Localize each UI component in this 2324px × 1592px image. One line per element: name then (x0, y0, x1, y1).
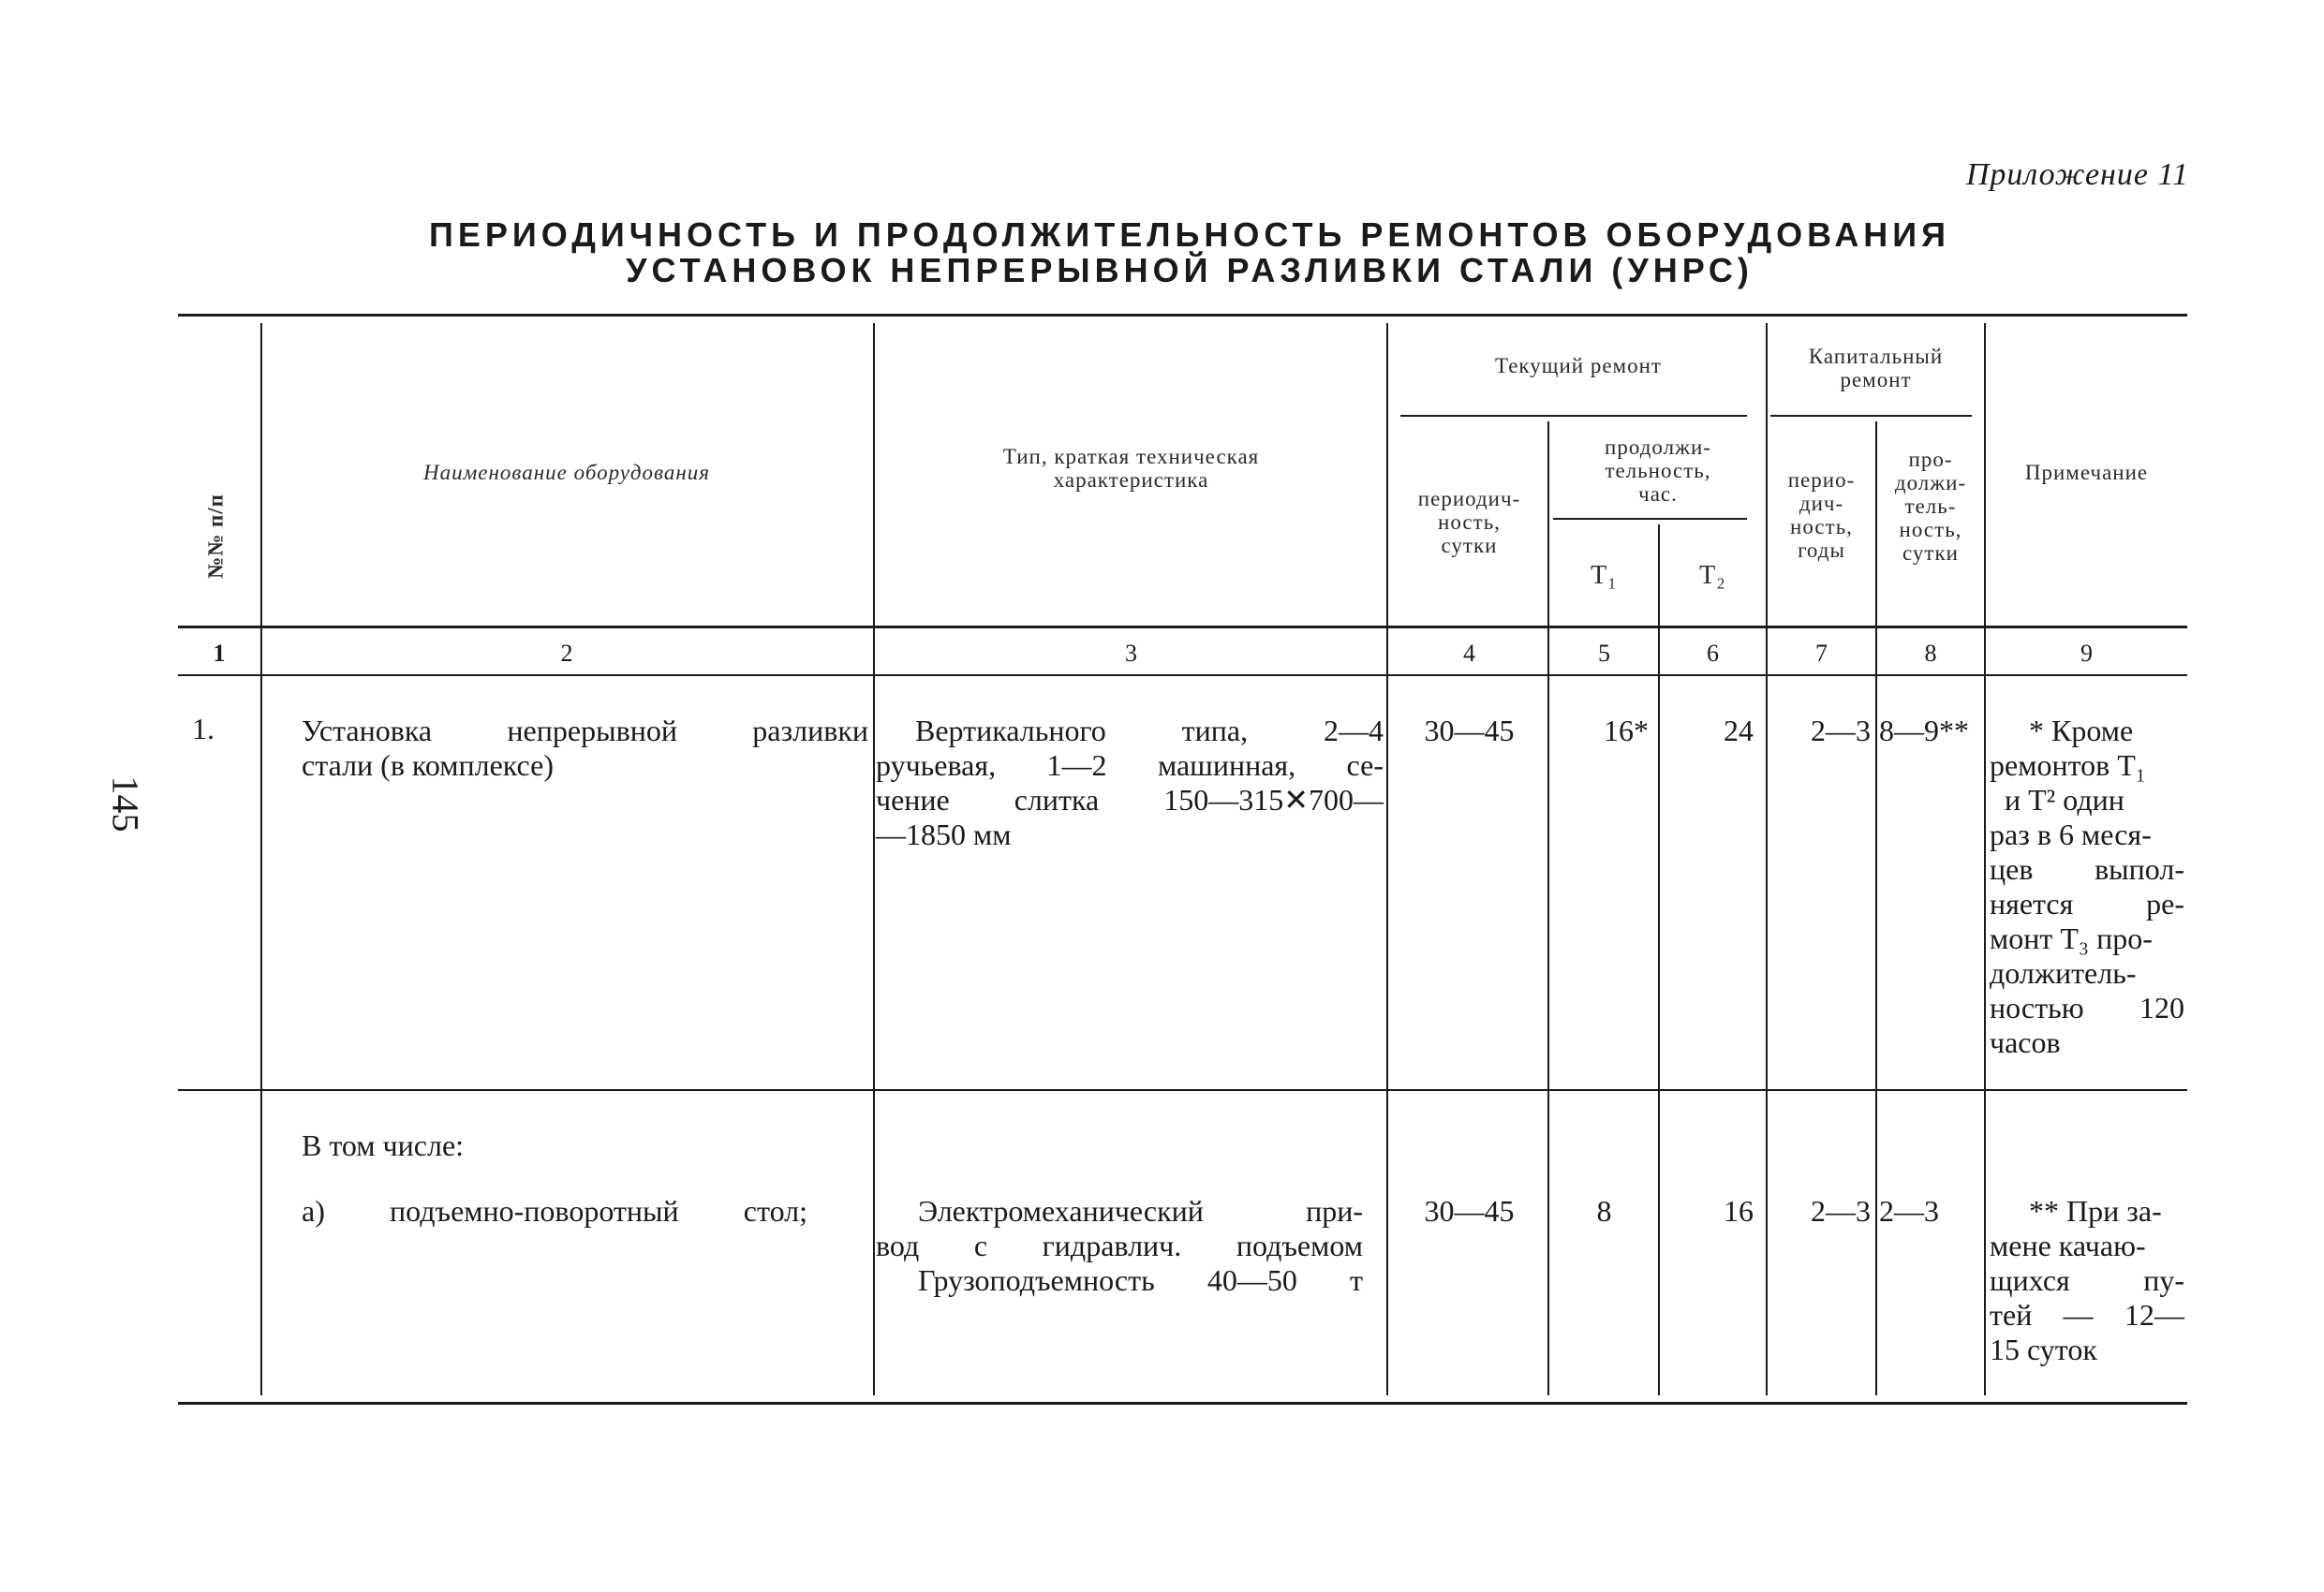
header-note: Примечание (2024, 461, 2149, 484)
page-number: 145 (104, 775, 147, 833)
row-number: 1. (192, 712, 215, 745)
header-duration: продолжи- тельность, час. (1605, 435, 1711, 506)
column-number: 9 (2080, 640, 2093, 667)
note-text: ** При за- мене качаю- щихся пу- тей — 12— 15 суток (1990, 1194, 2184, 1366)
document-title-line-1: ПЕРИОДИЧНОСТЬ И ПРОДОЛЖИТЕЛЬНОСТЬ РЕМОНТОВ ОБОРУДОВАНИЯ (428, 215, 1951, 254)
header-type: Тип, краткая техническая характеристика (1002, 445, 1260, 492)
column-number: 5 (1598, 640, 1610, 667)
cap-periodicity-value: 2—3 (1811, 1194, 1871, 1228)
column-number: 4 (1463, 640, 1475, 667)
cap-duration-value: 8—9** (1879, 714, 1969, 747)
header-capital-repair: Капитальный ремонт (1808, 345, 1944, 391)
header-num: №№ п/п (203, 494, 228, 579)
t2-value: 24 (1724, 714, 1754, 747)
col-divider-2 (873, 323, 875, 1395)
equipment-name: а) подъемно-поворотный стол; (302, 1194, 807, 1228)
t1-value: 16* (1604, 714, 1649, 747)
note-text: * Кроме ремонтов Т₁ и Т² один раз в 6 меся- цев выпол- няется ре- монт Т₃ про- должитель- ностью 120 часов (1990, 714, 2184, 1059)
table-bottom-border (178, 1402, 2187, 1405)
document-title-line-2: УСТАНОВОК НЕПРЕРЫВНОЙ РАЗЛИВКИ СТАЛИ (УНРС) (626, 251, 1754, 289)
header-cap-periodicity: перио- дич- ность, годы (1787, 468, 1856, 562)
column-number: 1 (213, 640, 226, 667)
cap-periodicity-value: 2—3 (1811, 714, 1871, 747)
header-name: Наименование оборудования (423, 461, 710, 484)
header-t2: Т₂ (1699, 561, 1726, 590)
header-bottom-border (178, 626, 2187, 628)
header-periodicity: периодич- ность, сутки (1417, 487, 1521, 557)
periodicity-value: 30—45 (1424, 1194, 1515, 1228)
equipment-type: Электромеханический при- вод с гидравлич. подъемом Грузоподъемность 40—50 т (876, 1194, 1363, 1297)
col-divider-4 (1547, 421, 1549, 1395)
equipment-type: Вертикального типа, 2—4 ручьевая, 1—2 машинная, се- чение слитка 150—315✕700— —1850 мм (876, 714, 1384, 851)
capital-repair-divider (1770, 415, 1972, 417)
column-number-bottom-border (178, 674, 2187, 676)
appendix-label: Приложение 11 (1965, 157, 2189, 192)
column-number: 8 (1924, 640, 1937, 667)
t2-value: 16 (1724, 1194, 1754, 1228)
col-divider-3 (1386, 323, 1388, 1395)
in-total-label: В том числе: (302, 1128, 465, 1162)
column-number: 3 (1125, 640, 1137, 667)
header-current-repair: Текущий ремонт (1495, 354, 1662, 377)
col-divider-7 (1875, 421, 1877, 1395)
column-number: 2 (560, 640, 573, 667)
header-cap-duration: про- должи- тель- ность, сутки (1894, 448, 1967, 565)
current-repair-divider (1400, 415, 1747, 417)
duration-divider (1553, 518, 1747, 520)
column-number: 6 (1707, 640, 1719, 667)
column-number: 7 (1815, 640, 1828, 667)
cap-duration-value: 2—3 (1879, 1194, 1939, 1228)
table-top-border (178, 314, 2187, 317)
t1-value: 8 (1596, 1194, 1612, 1228)
equipment-name: Установка непрерывной разливки стали (в комплексе) (302, 714, 868, 782)
header-t1: Т₁ (1591, 561, 1618, 590)
periodicity-value: 30—45 (1424, 714, 1515, 747)
row-separator (178, 1089, 2187, 1091)
